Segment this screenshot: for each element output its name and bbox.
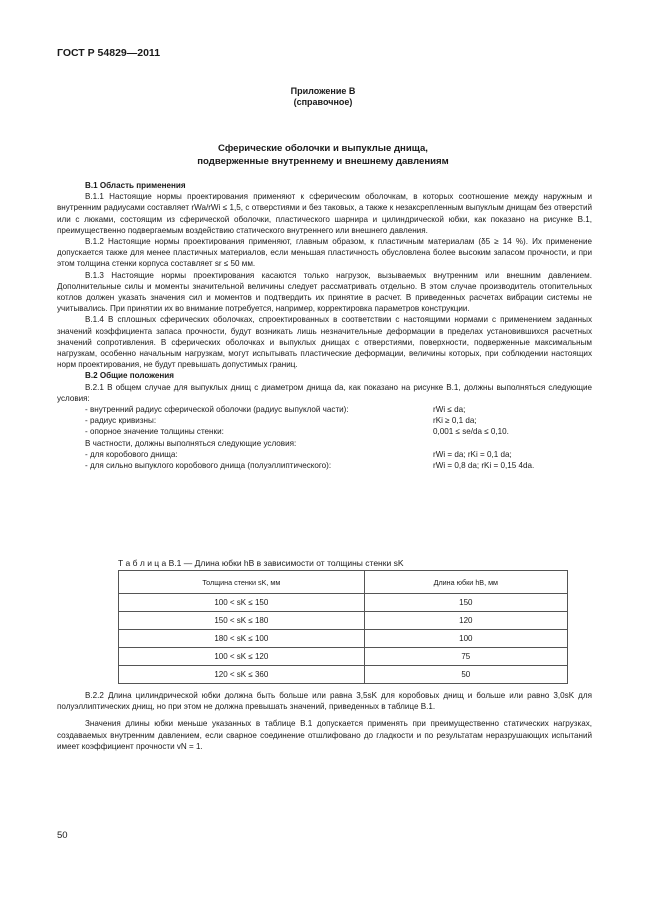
condition-formula: rWi = 0,8 da; rKi = 0,15 4da. — [433, 461, 535, 471]
condition-formula: 0,001 ≤ se/da ≤ 0,10. — [433, 427, 509, 437]
table-cell: 100 — [364, 630, 567, 648]
table-caption: Т а б л и ц а В.1 — Длина юбки hB в зависимости от толщины стенки sK — [118, 558, 404, 568]
condition-row — [57, 460, 592, 471]
condition-row — [57, 404, 592, 415]
table-row — [119, 666, 568, 684]
body-text-bottom — [57, 690, 592, 752]
table-cell: 150 — [364, 594, 567, 612]
body-text-top — [57, 180, 592, 471]
table-cell: 100 < sK ≤ 120 — [119, 648, 365, 666]
table-row — [119, 630, 568, 648]
paragraph-b12: В.1.2 Настоящие нормы проектирования применяют, главным образом, к пластичным материалам (δ5 ≥ 14 %). Их применение допускается также для менее пластичных материалов, если меньшая пластичность обусловлена более высоким запасом прочности, и при этом толщина стенки корпуса составляет sr ≤ 50 мм. — [57, 237, 592, 269]
table-row — [119, 648, 568, 666]
heading-scope: В.1 Область применения — [85, 181, 186, 190]
condition-row — [57, 415, 592, 426]
table-header-cell: Толщина стенки sK, мм — [119, 571, 365, 594]
condition-formula: rWi = da; rKi = 0,1 da; — [433, 449, 512, 459]
table-cell: 75 — [364, 648, 567, 666]
table-header-row — [119, 571, 568, 594]
section-title-line1: Сферические оболочки и выпуклые днища, — [218, 143, 428, 154]
table-cell: 100 < sK ≤ 150 — [119, 594, 365, 612]
table-cell: 50 — [364, 666, 567, 684]
condition-row — [57, 426, 592, 437]
condition-label: - для коробового днища: — [85, 449, 178, 459]
condition-label: - опорное значение толщины стенки: — [85, 427, 224, 437]
paragraph-b11: В.1.1 Настоящие нормы проектирования применяют к сферическим оболочкам, в которых соотношение между наружным и внутренним радиусами составляет rWa/rWi ≤ 1,5, с отверстиями и без таковых, а также к незаксрепленным выпуклым днищам без отверстий или с люками, состоящим из сферической оболочки, пластического шарнира и цилиндрической юбки, как показано на рисунке В.1, преимущественно подвергаемым воздействию статического внутреннего или внешнего давления. — [57, 192, 592, 235]
paragraph-b22: В.2.2 Длина цилиндрической юбки должна быть больше или равна 3,5sK для коробовых днищ и больше или равно 3,0sK для полуэллиптических днищ, но при этом не должна превышать значений, приведенных в таблице В.1. — [57, 691, 592, 712]
skirt-length-table — [118, 570, 568, 684]
table-row — [119, 594, 568, 612]
condition-row — [57, 449, 592, 460]
page-number: 50 — [57, 830, 68, 841]
document-header: ГОСТ Р 54829—2011 — [57, 47, 161, 59]
section-title-line2: подверженные внутреннему и внешнему давлениям — [197, 156, 449, 167]
table-row — [119, 612, 568, 630]
paragraph-skirt-note: Значения длины юбки меньше указанных в таблице В.1 допускается применять при преимущественно статических нагрузках, создаваемых внутренним давлением, если сварное соединение отшлифовано до гладкости и по результатам неразрушающих испытаний имеет коэффициент прочности vN = 1. — [57, 719, 592, 751]
table-cell: 180 < sK ≤ 100 — [119, 630, 365, 648]
paragraph-b13: В.1.3 Настоящие нормы проектирования касаются только нагрузок, вызываемых внутренним или внешним давлением. Дополнительные силы и моменты значительной величины следует рассматривать отдельно. В этом случае производитель отопительных котлов должен указать значения сил и моментов и подтвердить их принятие в расчет. В приведенных расчетах вибрации системы не учитывались. При принятии их во внимание потребуется, например, корректировка параметров конструкции. — [57, 270, 592, 314]
condition-formula: rKi ≥ 0,1 da; — [433, 416, 477, 426]
condition-label: - для сильно выпуклого коробового днища (полуэллиптического): — [85, 461, 332, 471]
table-header-cell: Длина юбки hB, мм — [364, 571, 567, 594]
appendix-title: Приложение В — [290, 86, 356, 96]
table-cell: 120 < sK ≤ 360 — [119, 666, 365, 684]
paragraph-b14: В.1.4 В сплошных сферических оболочках, спроектированных в соответствии с настоящими нормами с применением заданных значений коэффициента запаса прочности, будут возникать лишь незначительные деформации в пределах установившихся расчетных значений сопротивления. В сферических оболочках и выпуклых днищах с отверстиями, поверхности, подверженные максимальным нагрузкам, особенно начальным нагрузкам, могут испытывать пластические деформации, величины которых, при соблюдении настоящих норм проектирования, не будут превышать допустимых границ. — [57, 315, 592, 370]
paragraph-b21: В.2.1 В общем случае для выпуклых днищ с диаметром днища da, как показано на рисунке В.1, должны выполняться следующие условия: — [57, 382, 592, 403]
condition-label: - внутренний радиус сферической оболочки (радиус выпуклой части): — [85, 405, 349, 415]
condition-formula: rWi ≤ da; — [433, 405, 466, 415]
table-cell: 120 — [364, 612, 567, 630]
appendix-subtitle: (справочное) — [293, 97, 353, 107]
heading-general: В.2 Общие положения — [85, 371, 174, 381]
condition-intro: В частности, должны выполняться следующие условия: — [85, 438, 297, 448]
condition-label: - радиус кривизны: — [85, 416, 157, 426]
table-cell: 150 < sK ≤ 180 — [119, 612, 365, 630]
